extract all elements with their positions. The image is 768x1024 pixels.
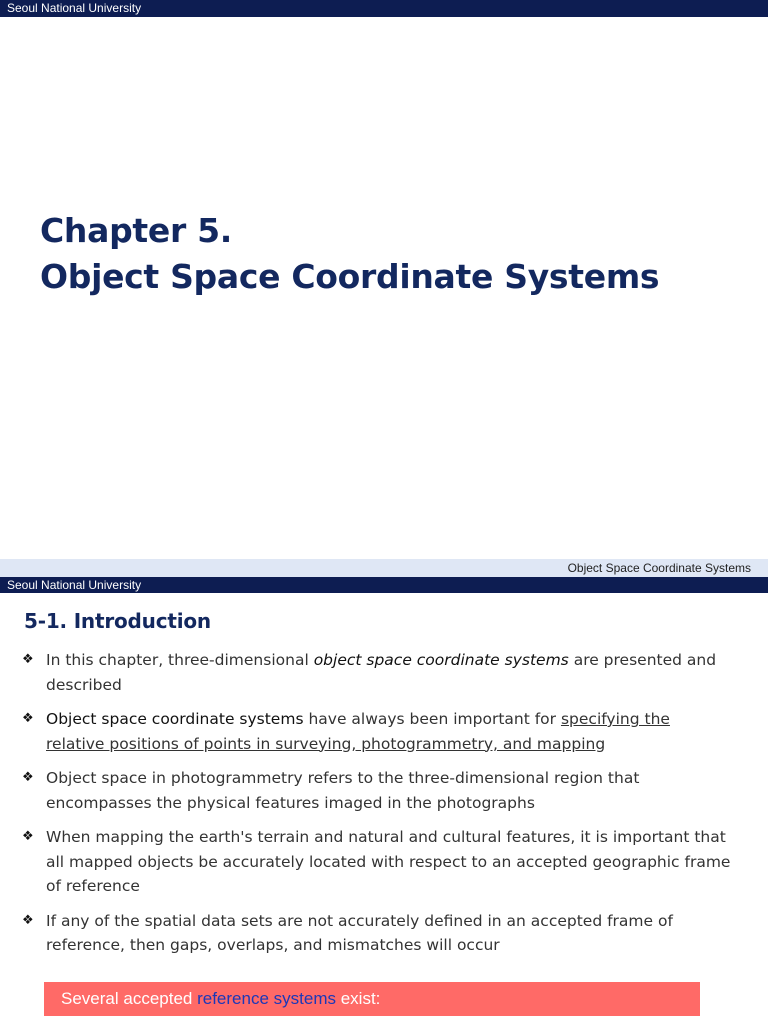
diamond-bullet-icon: ❖ bbox=[22, 711, 34, 726]
bullet-4-text: When mapping the earth's terrain and natural and cultural features, it is important that all mapped objects be accurately located with respect to an accepted geographic frame of reference bbox=[46, 828, 731, 895]
slide-header-topic: Object Space Coordinate Systems bbox=[567, 561, 751, 575]
bullet-item-4 bbox=[22, 825, 732, 899]
university-label: Seoul National University bbox=[7, 1, 142, 15]
university-label-2: Seoul National University bbox=[7, 578, 142, 592]
bullet-item-5 bbox=[22, 909, 732, 958]
bullet-5-text: If any of the spatial data sets are not accurately defined in an accepted frame of reference, then gaps, overlaps, and mismatches will occur bbox=[46, 911, 673, 954]
bullet-1-emphasis: object space coordinate systems bbox=[313, 651, 569, 669]
section-title: 5-1. Introduction bbox=[24, 609, 211, 633]
bullet-item-2 bbox=[22, 707, 732, 756]
bullet-3-text: Object space in photogrammetry refers to the three-dimensional region that encompasses the physical features imaged in the photographs bbox=[46, 769, 640, 812]
callout-post: exist: bbox=[335, 989, 381, 1008]
bullet-1-pre: In this chapter, three-dimensional bbox=[46, 651, 314, 669]
callout-highlight: reference systems bbox=[197, 989, 336, 1008]
chapter-title-line1: Chapter 5. bbox=[40, 211, 233, 250]
bullet-item-1 bbox=[22, 648, 732, 697]
bullet-2-pre: Object space coordinate systems bbox=[46, 710, 304, 728]
diamond-bullet-icon: ❖ bbox=[22, 829, 34, 844]
chapter-title bbox=[40, 208, 760, 300]
bullet-list bbox=[22, 648, 732, 968]
chapter-title-line2: Object Space Coordinate Systems bbox=[40, 257, 660, 296]
diamond-bullet-icon: ❖ bbox=[22, 912, 34, 928]
diamond-bullet-icon: ❖ bbox=[22, 770, 34, 785]
bullet-2-mid: have always been important for bbox=[303, 710, 561, 728]
diamond-bullet-icon: ❖ bbox=[22, 652, 34, 667]
bullet-2-underlined: specifying the relative positions of points in surveying, photogrammetry, and mapping bbox=[46, 710, 670, 753]
reference-systems-callout bbox=[44, 982, 700, 1016]
bullet-item-3 bbox=[22, 766, 732, 815]
top-university-band bbox=[0, 0, 768, 17]
callout-pre: Several accepted bbox=[61, 989, 198, 1008]
second-university-band bbox=[0, 577, 768, 593]
bullet-1-post: are presented and described bbox=[46, 651, 717, 694]
